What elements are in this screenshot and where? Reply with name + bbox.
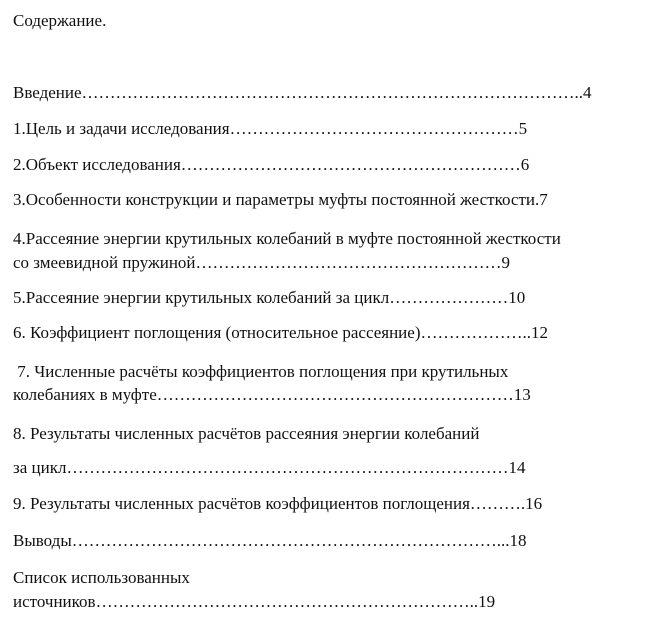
toc-entry-introduction: Введение……………………………………………………………………………..4	[13, 83, 592, 102]
toc-entry-6: 6. Коэффициент поглощения (относительное рассеяние)………………..12	[13, 323, 548, 342]
toc-entry-references-line-1: Список использованных	[13, 568, 190, 587]
toc-entry-4-line-2: со змеевидной пружиной………………………………………………9	[13, 253, 511, 272]
toc-entry-1: 1.Цель и задачи исследования……………………………………………5	[13, 119, 528, 138]
toc-entry-9: 9. Результаты численных расчётов коэффициентов поглощения……….16	[13, 494, 543, 513]
toc-entry-5: 5.Рассеяние энергии крутильных колебаний за цикл…………………10	[13, 288, 526, 307]
toc-entry-8-line-1: 8. Результаты численных расчётов рассеяния энергии колебаний	[13, 424, 480, 443]
toc-entry-references-line-2: источников…………………………………………………………..19	[13, 592, 496, 611]
toc-entry-3: 3.Особенности конструкции и параметры муфты постоянной жесткости.7	[13, 190, 548, 209]
toc-entry-8-line-2: за цикл……………………………………………………………………14	[13, 458, 526, 477]
toc-entry-4-line-1: 4.Рассеяние энергии крутильных колебаний в муфте постоянной жесткости	[13, 229, 561, 248]
toc-entry-2: 2.Объект исследования……………………………………………………6	[13, 155, 530, 174]
toc-entry-conclusions: Выводы…………………………………………………………………...18	[13, 531, 527, 550]
toc-entry-7-line-1: 7. Численные расчёты коэффициентов поглощения при крутильных	[13, 362, 509, 381]
document-title: Содержание.	[13, 11, 107, 30]
toc-entry-7-line-2: колебаниях в муфте………………………………………………………13	[13, 385, 531, 404]
